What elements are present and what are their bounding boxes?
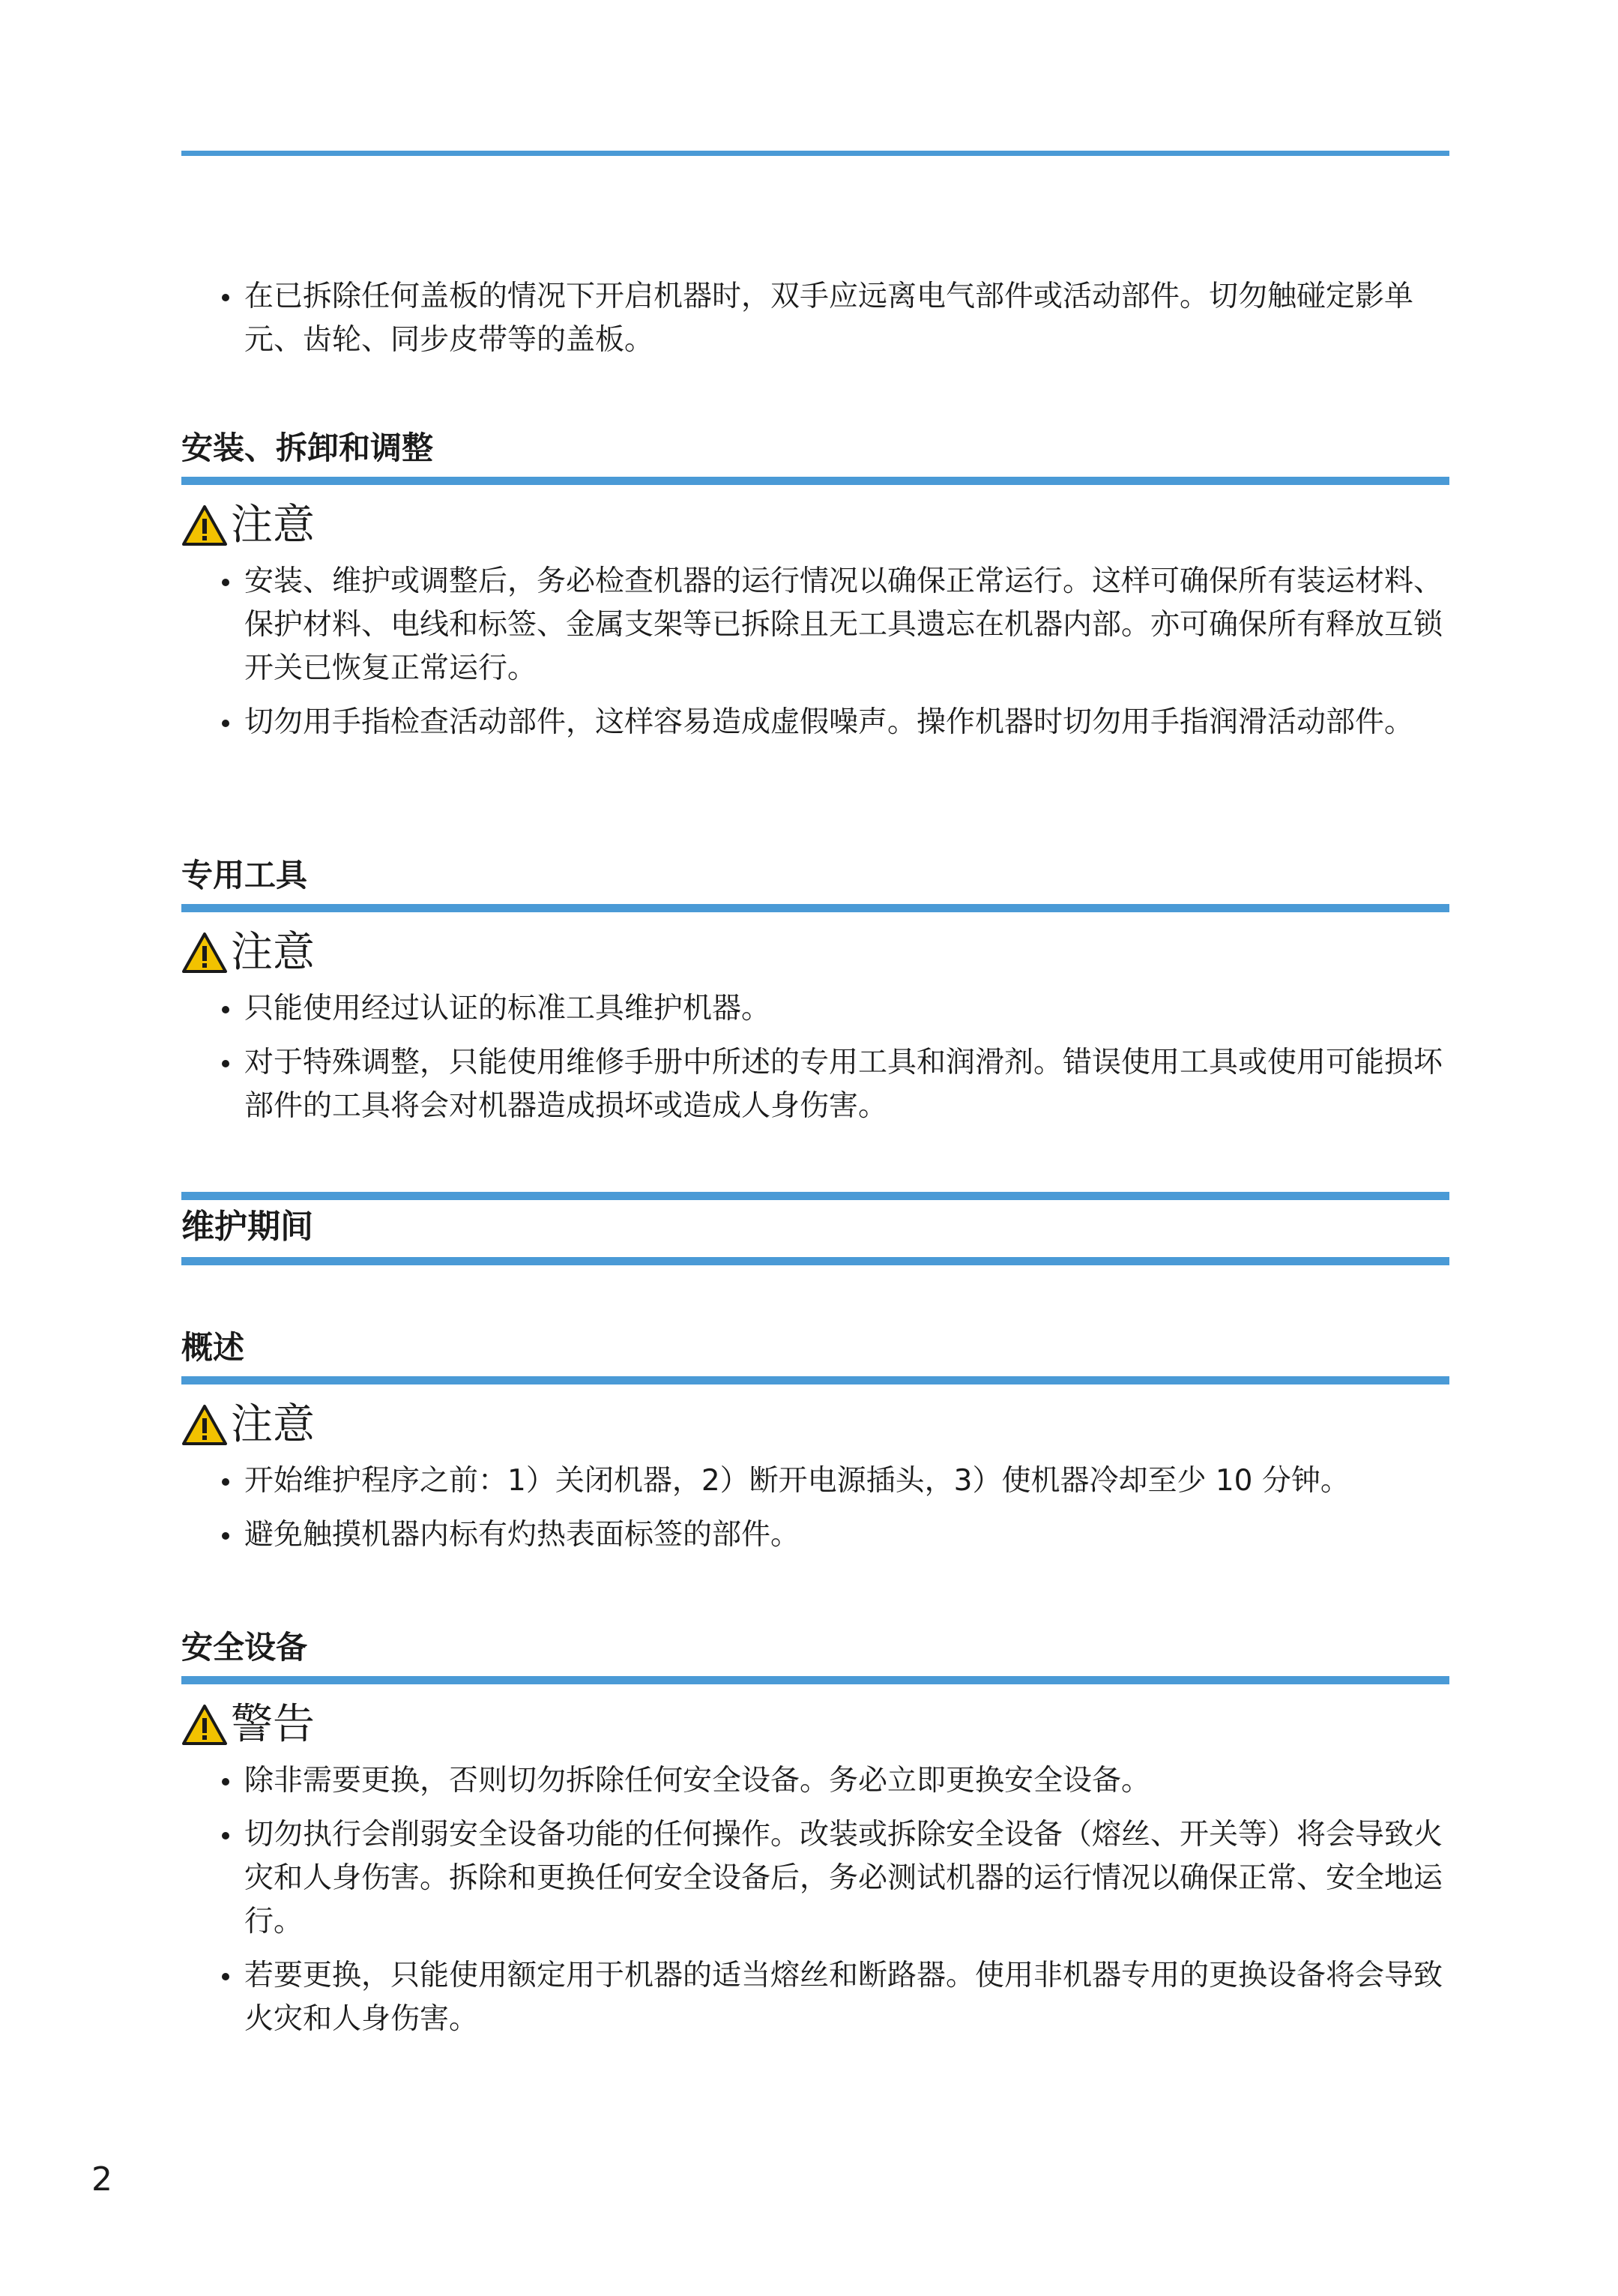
section-tools [181,855,1449,1139]
caution-label: 注意 [231,928,315,977]
intro-list [181,275,1449,373]
caution-heading [181,1398,1449,1452]
top-rule [181,151,1449,156]
tools-list [181,987,1449,1128]
section-install [181,427,1449,755]
section-overview [181,1327,1449,1567]
warning-heading [181,1698,1449,1752]
major-section-title: 维护期间 [181,1192,1449,1265]
section-title: 安装、拆卸和调整 [181,427,1449,485]
caution-heading [181,926,1449,980]
overview-list [181,1459,1449,1557]
warning-triangle-icon [181,1404,228,1446]
page-number: 2 [91,2160,112,2199]
section-title: 专用工具 [181,855,1449,912]
list-item: 只能使用经过认证的标准工具维护机器。 [181,987,1449,1031]
safety-list [181,1759,1449,2041]
section-title: 安全设备 [181,1627,1449,1684]
list-item: 切勿用手指检查活动部件，这样容易造成虚假噪声。操作机器时切勿用手指润滑活动部件。 [181,701,1449,744]
list-item: 对于特殊调整，只能使用维修手册中所述的专用工具和润滑剂。错误使用工具或使用可能损坏部件的工具将会对机器造成损坏或造成人身伤害。 [181,1041,1449,1128]
caution-heading [181,498,1449,552]
install-list [181,560,1449,744]
warning-triangle-icon [181,1704,228,1746]
list-item: 切勿执行会削弱安全设备功能的任何操作。改装或拆除安全设备（熔丝、开关等）将会导致火灾和人身伤害。拆除和更换任何安全设备后，务必测试机器的运行情况以确保正常、安全地运行。 [181,1813,1449,1944]
caution-label: 注意 [231,501,315,549]
list-item: 在已拆除任何盖板的情况下开启机器时，双手应远离电气部件或活动部件。切勿触碰定影单元、齿轮、同步皮带等的盖板。 [181,275,1449,362]
section-title: 概述 [181,1327,1449,1384]
warning-label: 警告 [231,1700,315,1749]
caution-label: 注意 [231,1400,315,1449]
list-item: 安装、维护或调整后，务必检查机器的运行情况以确保正常运行。这样可确保所有装运材料、保护材料、电线和标签、金属支架等已拆除且无工具遗忘在机器内部。亦可确保所有释放互锁开关已恢复正常运行。 [181,560,1449,690]
list-item: 除非需要更换，否则切勿拆除任何安全设备。务必立即更换安全设备。 [181,1759,1449,1803]
list-item: 若要更换，只能使用额定用于机器的适当熔丝和断路器。使用非机器专用的更换设备将会导致火灾和人身伤害。 [181,1954,1449,2041]
warning-triangle-icon [181,504,228,546]
list-item: 避免触摸机器内标有灼热表面标签的部件。 [181,1513,1449,1557]
section-maintenance [181,1192,1449,1265]
section-safety [181,1627,1449,2052]
warning-triangle-icon [181,932,228,974]
list-item: 开始维护程序之前：1）关闭机器，2）断开电源插头，3）使机器冷却至少 10 分钟。 [181,1459,1449,1503]
